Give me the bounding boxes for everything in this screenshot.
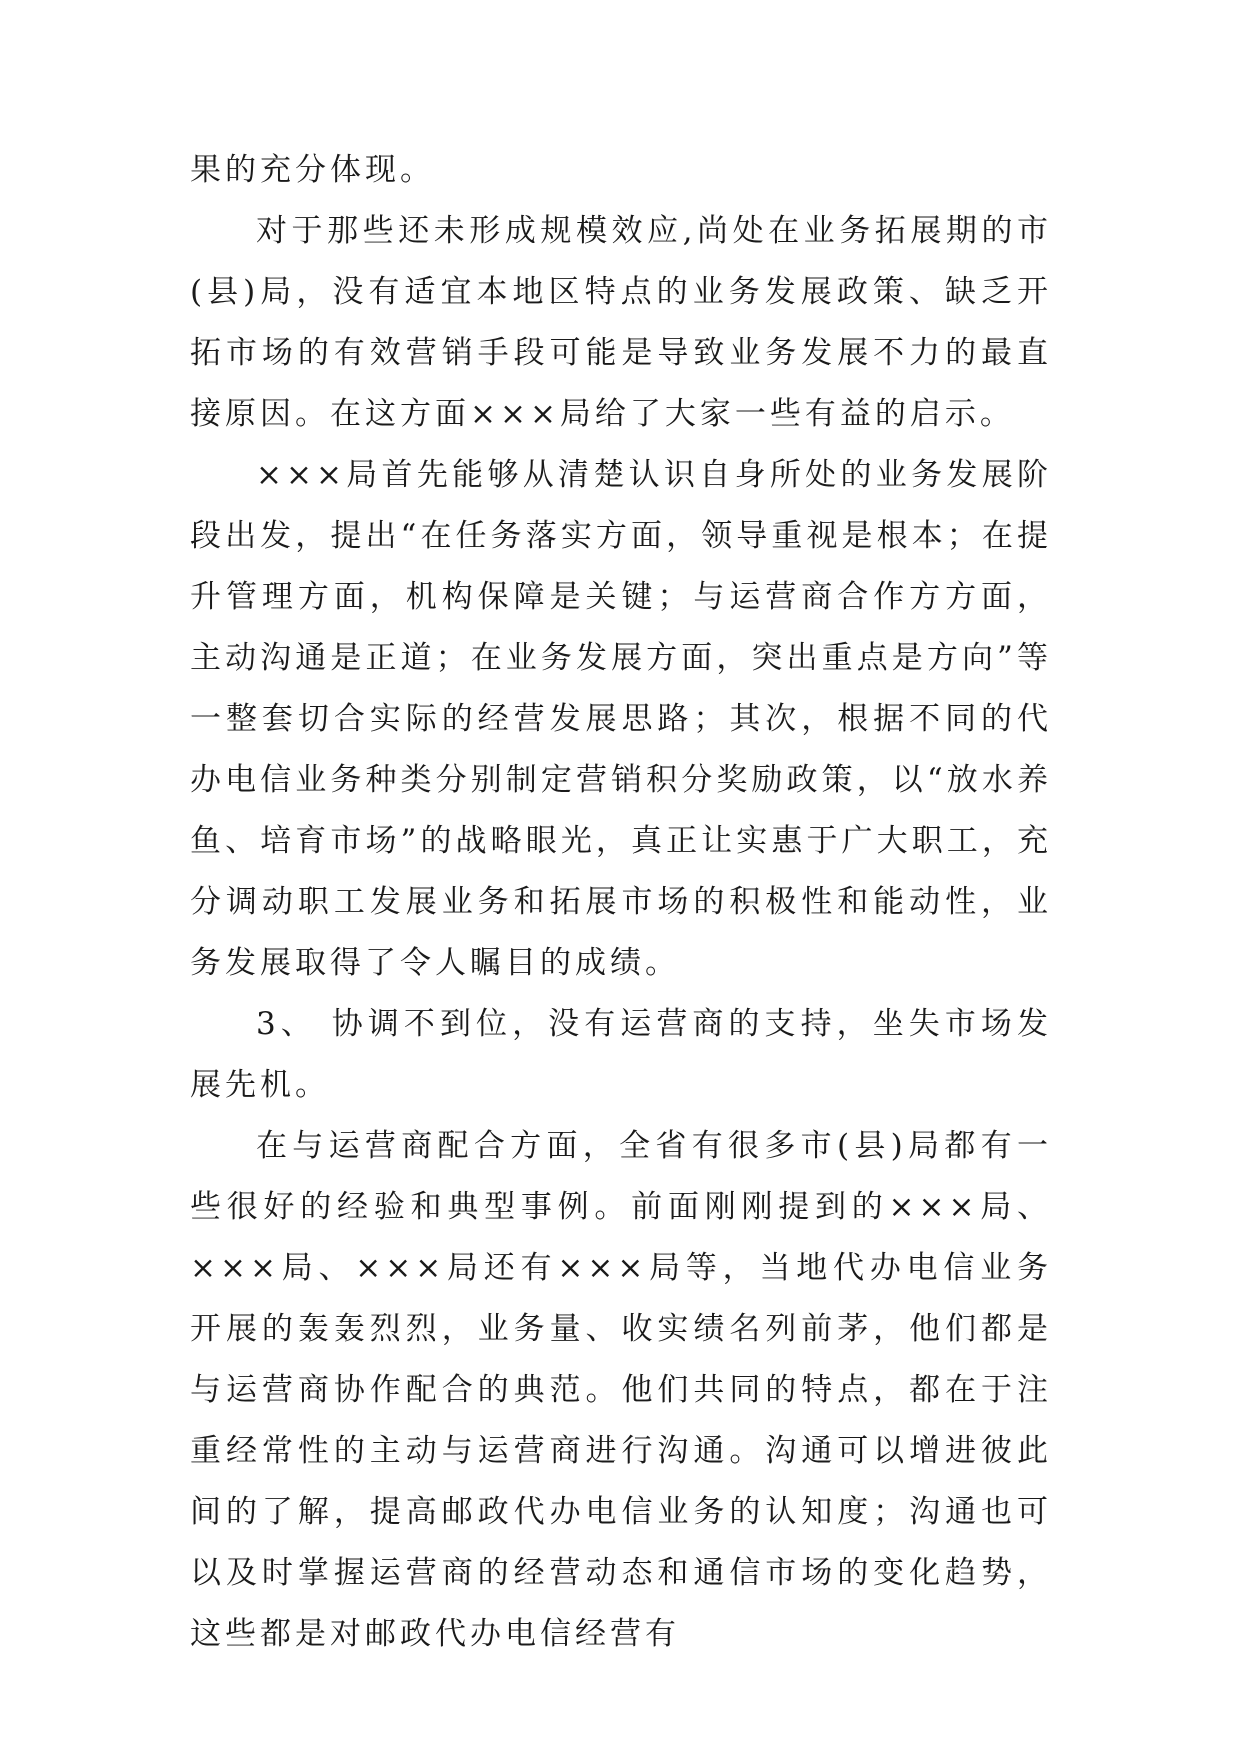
paragraph-continuation: 果的充分体现。 [190,152,435,188]
paragraph-operator-cooperation: 在与运营商配合方面，全省有很多市(县)局都有一些很好的经验和典型事例。前面刚刚提到的×××局、×××局、×××局还有×××局等，当地代办电信业务开展的轰轰烈烈，业务量、收实绩名列前茅，他们都是与运营商协作配合的典范。他们共同的特点，都在于注重经常性的主动与运营商进行沟通。沟通可以增进彼此间的了解，提高邮政代办电信业务的认知度；沟通也可以及时掌握运营商的经营动态和通信市场的变化趋势，这些都是对邮政代办电信经营有 [190,1128,1052,1652]
paragraph-bureau-example: ×××局首先能够从清楚认识自身所处的业务发展阶段出发，提出“在任务落实方面，领导重视是根本；在提升管理方面，机构保障是关键；与运营商合作方方面，主动沟通是正道；在业务发展方面，突出重点是方向”等一整套切合实际的经营发展思路；其次，根据不同的代办电信业务种类分别制定营销积分奖励政策，以“放水养鱼、培育市场”的战略眼光，真正让实惠于广大职工，充分调动职工发展业务和拓展市场的积极性和能动性，业务发展取得了令人瞩目的成绩。 [190,457,1052,981]
document-body [190,140,1052,1665]
paragraph-market-policy: 对于那些还未形成规模效应,尚处在业务拓展期的市(县)局，没有适宜本地区特点的业务发展政策、缺乏开拓市场的有效营销手段可能是导致业务发展不力的最直接原因。在这方面×××局给了大家一些有益的启示。 [190,213,1052,432]
section-heading-coordination: 3、 协调不到位，没有运营商的支持，坐失市场发展先机。 [190,1006,1052,1103]
